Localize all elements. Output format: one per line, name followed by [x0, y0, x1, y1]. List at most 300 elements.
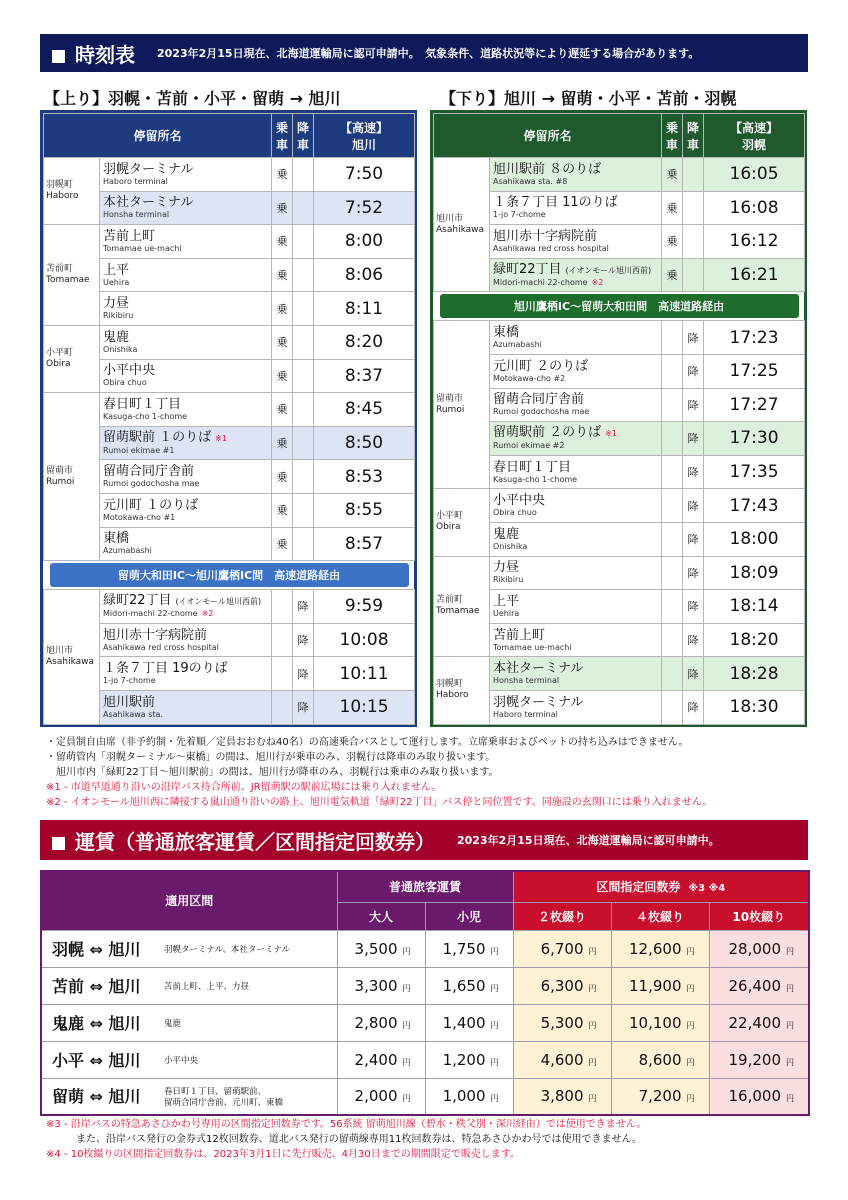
departure-time: 18:00 [704, 522, 805, 556]
alight-flag [293, 359, 314, 393]
stop-name-romaji [103, 479, 271, 489]
down-title: 【下り】旭川 → 留萌・小平・苫前・羽幌 [440, 89, 737, 108]
timetable-row [434, 522, 805, 556]
stop-name [490, 258, 662, 292]
yen-unit: 円 [686, 946, 695, 956]
stop-name-jp [493, 560, 661, 575]
stop-name-text: 東橋 [493, 325, 520, 341]
timetable-row [434, 354, 805, 388]
stop-romaji-text: Honsha terminal [103, 210, 170, 220]
alight-flag: 降 [683, 623, 704, 657]
board-flag: 乗 [662, 225, 683, 259]
route-name: 小平 ⇔ 旭川 [52, 1051, 141, 1070]
stop-name [490, 489, 662, 523]
stop-name-text: １条７丁目 11のりば [493, 195, 618, 211]
stop-name-text: 留萌駅前 １のりば [103, 430, 212, 446]
board-flag: 乗 [272, 292, 293, 326]
stop-name-text: 春日町１丁目 [103, 396, 182, 412]
board-flag: 乗 [272, 460, 293, 494]
departure-time: 10:11 [314, 657, 415, 691]
fare-notes [46, 1117, 816, 1162]
regular-fare-header: 普通旅客運賃 [337, 871, 513, 902]
timetable-row [434, 590, 805, 624]
stop-name-romaji [103, 446, 271, 456]
stop-name-jp [103, 363, 271, 378]
stop-name [490, 422, 662, 456]
stop-name [100, 258, 272, 292]
departure-time: 17:43 [704, 489, 805, 523]
stop-name [490, 657, 662, 691]
stop-name [100, 527, 272, 561]
timetable-row [434, 556, 805, 590]
alight-flag: 降 [683, 321, 704, 355]
stop-romaji-text: 1-jo 7-chome [493, 210, 546, 220]
fare-value [425, 930, 513, 967]
board-flag: 乗 [662, 258, 683, 292]
stop-romaji-text: Rikibiru [493, 575, 524, 585]
timetable-title: 時刻表 [52, 39, 135, 68]
stop-name-jp [103, 195, 271, 210]
area-label: 旭川市 Asahikawa [44, 590, 100, 724]
board-flag [662, 388, 683, 422]
stop-name [100, 393, 272, 427]
yen-unit: 円 [402, 1094, 411, 1104]
board-flag [662, 455, 683, 489]
stop-romaji-text: Honsha terminal [493, 676, 560, 686]
alight-flag [293, 493, 314, 527]
up-title: 【上り】羽幌・苫前・小平・留萌 → 旭川 [44, 89, 341, 108]
stop-romaji-text: Azumabashi [103, 546, 152, 556]
stop-name-text: 上平 [103, 262, 130, 278]
board-flag [662, 489, 683, 523]
stop-name [490, 225, 662, 259]
yen-unit: 円 [588, 1020, 597, 1030]
coupon-note: ※3 ※4 [688, 883, 726, 895]
stop-name-text: 本社ターミナル [493, 661, 584, 677]
board-flag: 乗 [272, 191, 293, 225]
yen-unit: 円 [490, 1020, 499, 1030]
area-label: 苫前町 Tomamae [44, 225, 100, 326]
fare-value [709, 1041, 809, 1078]
col-adult: 大人 [337, 902, 425, 930]
stop-name-romaji [103, 609, 271, 619]
stop-name-romaji [103, 710, 271, 720]
stop-name-jp [493, 527, 661, 542]
route-name: 苫前 ⇔ 旭川 [52, 977, 141, 996]
board-flag: 乗 [272, 158, 293, 192]
fare-value [611, 967, 709, 1004]
timetable-row [434, 191, 805, 225]
stop-name-jp [493, 460, 661, 475]
board-flag [662, 422, 683, 456]
fare-note-line: また、沿岸バス発行の金券式12枚回数券、道北バス発行の留萌線専用11枚回数券は、特急あさひかわ号では使用できません。 [46, 1134, 643, 1145]
departure-time: 16:12 [704, 225, 805, 259]
fare-note-line: ※3 - 沿岸バスの特急あさひかわ号専用の区間指定回数券です。56系統 留萌旭川線（碧水・秩父別・深川経由）では使用できません。 [46, 1119, 647, 1130]
departure-time: 8:06 [314, 258, 415, 292]
alight-flag [683, 225, 704, 259]
stop-romaji-text: Onishika [493, 541, 528, 551]
alight-flag [293, 258, 314, 292]
fare-route [41, 1078, 337, 1115]
fare-value [425, 1004, 513, 1041]
timetable-row [434, 690, 805, 724]
board-flag [272, 657, 293, 691]
stop-name-text: 旭川駅前 ８のりば [493, 161, 602, 177]
stop-romaji-text: Haboro terminal [103, 176, 168, 186]
stop-name-jp [103, 661, 271, 676]
timetable-row [434, 158, 805, 192]
stop-name-romaji [493, 278, 661, 288]
timetable-row [44, 158, 415, 192]
board-flag [662, 657, 683, 691]
timetable-row [44, 292, 415, 326]
timetable-row [44, 690, 415, 724]
timetable-row [44, 460, 415, 494]
stop-romaji-text: Uehira [103, 277, 130, 287]
yen-unit: 円 [490, 983, 499, 993]
departure-time: 8:00 [314, 225, 415, 259]
area-label: 留萌市 Rumoi [434, 321, 490, 489]
alight-flag: 降 [683, 522, 704, 556]
stop-name-romaji [103, 546, 271, 556]
stop-name-text: 旭川駅前 [103, 694, 156, 710]
timetable-header [40, 34, 808, 72]
stop-romaji-text: Uehira [493, 608, 520, 618]
stop-name [100, 460, 272, 494]
stop-name-jp [103, 397, 271, 412]
fare-amount: 19,200 [728, 1050, 782, 1069]
alight-flag: 降 [683, 455, 704, 489]
note-line: ・留萌管内「羽幌ターミナル〜東橋」の間は、旭川行が乗車のみ、羽幌行は降車のみ取り扱います。 [46, 752, 496, 763]
area-label: 小平町 Obira [434, 489, 490, 556]
timetable-row [434, 623, 805, 657]
yen-unit: 円 [786, 946, 795, 956]
stop-romaji-text: Rumoi godochosha mae [103, 479, 200, 489]
stop-name-text: 留萌駅前 ２のりば [493, 425, 602, 441]
board-flag [662, 321, 683, 355]
board-flag: 乗 [272, 527, 293, 561]
stop-name-jp [493, 195, 661, 210]
stop-name-jp [103, 695, 271, 710]
fare-value [425, 967, 513, 1004]
fare-amount: 7,200 [638, 1087, 682, 1106]
stop-name-jp [103, 498, 271, 513]
stop-name-text: 力昼 [493, 560, 520, 576]
stop-name [100, 158, 272, 192]
board-flag [662, 623, 683, 657]
timetable-row [44, 225, 415, 259]
area-label: 旭川市 Asahikawa [434, 158, 490, 292]
timetable-row [434, 321, 805, 355]
square-icon [52, 837, 65, 850]
stop-romaji-text: Obira chuo [103, 378, 147, 388]
yen-unit: 円 [686, 1094, 695, 1104]
departure-time: 8:50 [314, 426, 415, 460]
stop-name [100, 690, 272, 724]
alight-flag [293, 325, 314, 359]
board-flag [662, 522, 683, 556]
board-header: 乗車 [662, 114, 683, 158]
alight-flag [293, 191, 314, 225]
stop-note-mark: ※1 [605, 429, 617, 439]
fare-value [425, 1078, 513, 1115]
bus-header: 【高速】 旭川 [314, 114, 415, 158]
stop-romaji-text: Asahikawa red cross hospital [103, 642, 219, 652]
board-flag [662, 556, 683, 590]
timetable-notes [46, 735, 816, 810]
stop-name-romaji [493, 407, 661, 417]
stop-sub-label: (イオンモール旭川西前) [565, 266, 652, 276]
fare-amount: 4,600 [540, 1050, 584, 1069]
divider-row [44, 561, 415, 590]
board-flag: 乗 [272, 258, 293, 292]
stop-name-jp [103, 162, 271, 177]
stop-name-text: 苫前上町 [493, 627, 546, 643]
stop-name-romaji [493, 676, 661, 686]
stop-name-jp [493, 392, 661, 407]
yen-unit: 円 [402, 946, 411, 956]
route-name: 留萌 ⇔ 旭川 [52, 1087, 141, 1106]
departure-time: 17:30 [704, 422, 805, 456]
departure-time: 18:28 [704, 657, 805, 691]
stop-name-jp [103, 531, 271, 546]
departure-time: 16:05 [704, 158, 805, 192]
stop-name-jp [493, 359, 661, 374]
stop-name-text: 上平 [493, 593, 520, 609]
board-flag [272, 623, 293, 657]
stop-name-jp [103, 628, 271, 643]
route-stops: 鬼鹿 [164, 1019, 182, 1029]
route-stops: 春日町１丁目、留萌駅前、 留萌合同庁舎前、元川町、東橋 [164, 1086, 284, 1108]
timetable-row [44, 359, 415, 393]
stop-name-jp [493, 325, 661, 340]
alight-flag: 降 [683, 556, 704, 590]
stop-romaji-text: Rumoi ekimae #1 [103, 446, 175, 456]
fare-route [41, 967, 337, 1004]
yen-unit: 円 [588, 1094, 597, 1104]
stop-name-jp [493, 628, 661, 643]
fare-amount: 22,400 [728, 1013, 782, 1032]
stop-name-jp [493, 162, 661, 177]
board-flag [662, 354, 683, 388]
stop-name-text: 緑町22丁目 [493, 262, 562, 278]
timetable-row [44, 657, 415, 691]
stop-name [490, 191, 662, 225]
fare-row [41, 967, 809, 1004]
stop-name-jp [493, 695, 661, 710]
stop-name-romaji [493, 340, 661, 350]
stop-name-jp [493, 661, 661, 676]
stop-name-romaji [103, 244, 271, 254]
down-timetable-table [433, 113, 805, 725]
stop-name-text: 留萌合同庁舎前 [493, 392, 585, 408]
timetable-row [44, 623, 415, 657]
note-line: ・定員制自由席（非予約制・先着順／定員おおむね40名）の高速乗合バスとして運行します。立席乗車およびペットの持ち込みはできません。 [46, 737, 689, 748]
timetable-row [44, 325, 415, 359]
alight-flag: 降 [293, 590, 314, 624]
timetable-row [434, 489, 805, 523]
stop-romaji-text: Midori-machi 22-chome [103, 609, 198, 619]
expressway-label: 留萌大和田IC〜旭川鷹栖IC間 高速道路経由 [50, 563, 409, 587]
stop-romaji-text: Rumoi ekimae #2 [493, 441, 565, 451]
alight-flag: 降 [683, 489, 704, 523]
stop-name-romaji [103, 676, 271, 686]
divider-cell [44, 561, 415, 590]
board-flag [272, 590, 293, 624]
stop-name-jp [103, 430, 271, 446]
stop-name-romaji [103, 278, 271, 288]
yen-unit: 円 [490, 1057, 499, 1067]
stop-name [100, 225, 272, 259]
stop-note-mark: ※2 [591, 278, 604, 288]
fare-amount: 12,600 [629, 939, 682, 958]
stop-name-romaji [103, 177, 271, 187]
stop-name-jp [103, 464, 271, 479]
departure-time: 18:09 [704, 556, 805, 590]
stop-romaji-text: Rumoi godochosha mae [493, 407, 590, 417]
stop-romaji-text: Tomamae ue-machi [103, 243, 182, 253]
board-flag [662, 590, 683, 624]
stop-name [490, 623, 662, 657]
departure-time: 7:52 [314, 191, 415, 225]
alight-flag: 降 [683, 388, 704, 422]
fare-amount: 2,000 [354, 1087, 398, 1106]
fare-row [41, 1041, 809, 1078]
alight-flag [293, 158, 314, 192]
stop-name-romaji [493, 475, 661, 485]
fare-amount: 1,750 [442, 939, 486, 958]
stop-name-romaji [103, 378, 271, 388]
fare-amount: 8,600 [638, 1050, 682, 1069]
alight-flag [293, 527, 314, 561]
board-flag: 乗 [272, 426, 293, 460]
col-child: 小児 [425, 902, 513, 930]
stop-name-romaji [493, 177, 661, 187]
timetable-notice: 2023年2月15日現在、北海道運輸局に認可申請中。 気象条件、道路状況等により遅延する場合があります。 [157, 47, 700, 60]
fare-title: 運賃（普通旅客運賃／区間指定回数券） [52, 826, 435, 855]
fare-table [40, 870, 810, 1116]
fare-amount: 2,400 [354, 1050, 398, 1069]
departure-time: 17:25 [704, 354, 805, 388]
stop-name-text: 羽幌ターミナル [493, 694, 584, 710]
stop-romaji-text: Obira chuo [493, 508, 537, 518]
stop-name [490, 354, 662, 388]
stop-name [490, 522, 662, 556]
stop-name-jp [493, 425, 661, 441]
stop-name-jp [493, 594, 661, 609]
alight-header: 降車 [293, 114, 314, 158]
alight-header: 降車 [683, 114, 704, 158]
stop-name [100, 325, 272, 359]
timetable-row [44, 527, 415, 561]
yen-unit: 円 [786, 1057, 795, 1067]
stop-name-romaji [103, 513, 271, 523]
stop-note-mark: ※1 [215, 434, 227, 444]
yen-unit: 円 [490, 946, 499, 956]
fare-value [709, 930, 809, 967]
departure-time: 10:08 [314, 623, 415, 657]
yen-unit: 円 [786, 983, 795, 993]
fare-amount: 1,000 [442, 1087, 486, 1106]
fare-amount: 11,900 [629, 976, 682, 995]
fare-notice: 2023年2月15日現在、北海道運輸局に認可申請中。 [457, 834, 720, 847]
stop-name-text: 春日町１丁目 [493, 459, 572, 475]
fare-value [611, 1004, 709, 1041]
stop-name [100, 359, 272, 393]
timetable-row [434, 455, 805, 489]
departure-time: 8:37 [314, 359, 415, 393]
stop-name-text: 留萌合同庁舎前 [103, 464, 195, 480]
board-flag: 乗 [272, 359, 293, 393]
alight-flag [293, 225, 314, 259]
alight-flag [293, 460, 314, 494]
stop-note-mark: ※2 [201, 609, 214, 619]
timetable-row [44, 493, 415, 527]
yen-unit: 円 [402, 983, 411, 993]
stop-romaji-text: Onishika [103, 344, 138, 354]
col-section-header: 適用区間 [41, 871, 337, 930]
board-flag [272, 690, 293, 724]
yen-unit: 円 [786, 1094, 795, 1104]
stop-name-romaji [493, 710, 661, 720]
fare-amount: 3,500 [354, 939, 398, 958]
stop-romaji-text: Asahikawa sta. #8 [493, 176, 568, 186]
fare-value [513, 1004, 611, 1041]
yen-unit: 円 [490, 1094, 499, 1104]
board-flag: 乗 [272, 393, 293, 427]
fare-route [41, 1004, 337, 1041]
stop-name-jp [103, 263, 271, 278]
fare-value [337, 1078, 425, 1115]
stop-name-text: 緑町22丁目 [103, 593, 172, 609]
up-timetable-table [43, 113, 415, 725]
stop-name [490, 590, 662, 624]
alight-flag: 降 [293, 657, 314, 691]
yen-unit: 円 [402, 1057, 411, 1067]
fare-value [709, 1078, 809, 1115]
timetable-row [44, 258, 415, 292]
stop-name-jp [493, 262, 661, 278]
departure-time: 17:27 [704, 388, 805, 422]
stop-sub-label: (イオンモール旭川西前) [175, 597, 262, 607]
stop-name [490, 158, 662, 192]
stop-name-romaji [493, 244, 661, 254]
fare-value [337, 930, 425, 967]
departure-time: 9:59 [314, 590, 415, 624]
departure-time: 17:23 [704, 321, 805, 355]
yen-unit: 円 [588, 946, 597, 956]
stop-name [100, 191, 272, 225]
fare-amount: 1,200 [442, 1050, 486, 1069]
stop-romaji-text: Kasuga-cho 1-chome [493, 474, 578, 484]
stop-header: 停留所名 [434, 114, 662, 158]
fare-value [513, 1041, 611, 1078]
alight-flag: 降 [683, 590, 704, 624]
timetable-row [434, 388, 805, 422]
timetable-row [434, 422, 805, 456]
yen-unit: 円 [786, 1020, 795, 1030]
stop-name [490, 455, 662, 489]
note-line: ※1 - 市道早道通り沿いの沿岸バス待合所前。JR留萌駅の駅前広場には乗り入れません。 [46, 782, 442, 793]
stop-name [100, 493, 272, 527]
alight-flag: 降 [293, 690, 314, 724]
stop-name-text: 東橋 [103, 531, 130, 547]
departure-time: 7:50 [314, 158, 415, 192]
stop-name [490, 556, 662, 590]
stop-name-romaji [103, 210, 271, 220]
stop-header: 停留所名 [44, 114, 272, 158]
stop-romaji-text: 1-jo 7-chome [103, 676, 156, 686]
